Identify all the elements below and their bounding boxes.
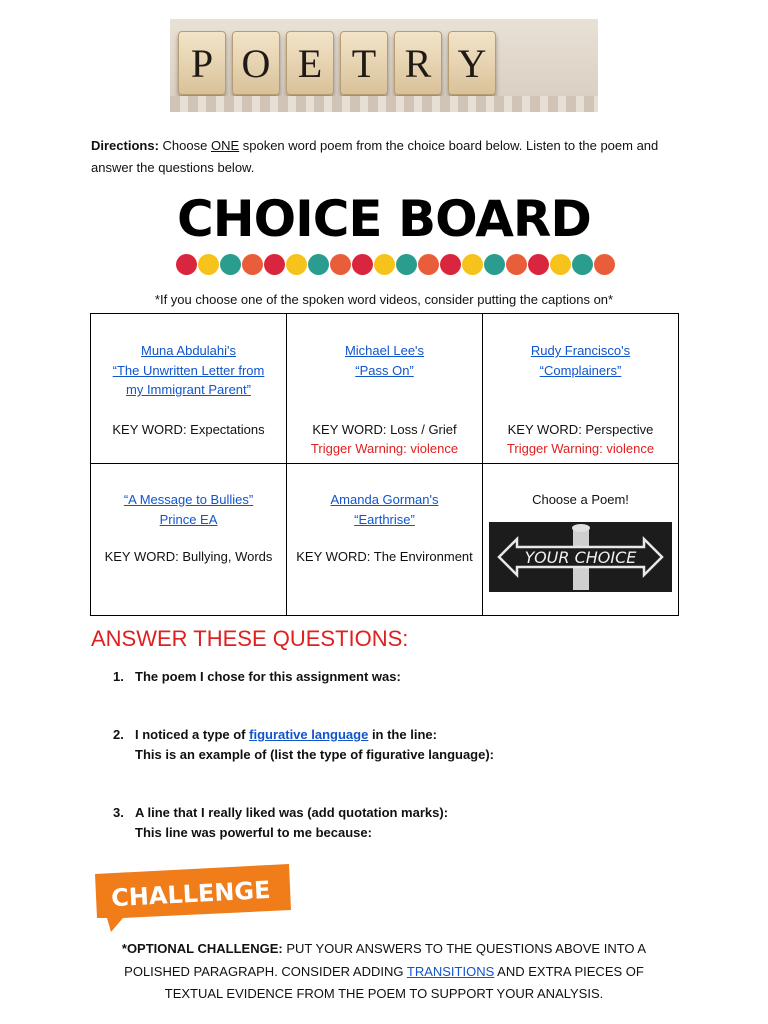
divider-dot [286,254,307,275]
question-text: A line that I really liked was (add quotation marks): [135,805,449,820]
transitions-link[interactable]: TRANSITIONS [406,963,495,979]
board-cell [287,314,483,464]
challenge-badge [93,862,291,932]
question-text: The poem I chose for this assignment was: [135,669,401,684]
question-item [113,725,673,765]
directions-text: spoken word poem from the choice board below. Listen to the poem and answer the questions below. [91,138,659,175]
board-cell [287,464,483,616]
divider-dot [198,254,219,275]
question-number: 3. [113,805,124,820]
question-text: I noticed a type of [135,727,250,742]
directions-label: Directions: [91,138,159,153]
board-cell [91,314,287,464]
keyword-label: KEY WORD: Perspective [507,421,654,437]
divider-dot [594,254,615,275]
board-cell [483,464,679,616]
question-number: 1. [113,669,124,684]
divider-dot [550,254,571,275]
keyword-label: KEY WORD: Loss / Grief [312,421,457,437]
letter-tile: E [286,31,334,95]
poem-link-michael-lee[interactable]: Michael Lee's “Pass On” [344,343,425,378]
choose-poem-label: Choose a Poem! [532,492,629,507]
caption-note: *If you choose one of the spoken word videos, consider putting the captions on* [154,292,614,307]
question-item [113,803,673,843]
dot-divider [176,254,615,275]
divider-dot [308,254,329,275]
choice-board-table [90,313,679,616]
directions-paragraph [91,135,681,179]
divider-dot [242,254,263,275]
your-choice-image [489,522,672,592]
your-choice-text: YOUR CHOICE [524,547,637,567]
divider-dot [440,254,461,275]
letter-tile: T [340,31,388,95]
directions-text: Choose [158,138,211,153]
poem-link-muna-abdulahi[interactable]: Muna Abdulahi's “The Unwritten Letter from my Immigrant Parent” [112,343,265,397]
figurative-language-link[interactable]: figurative language [249,727,369,742]
divider-dot [462,254,483,275]
questions-list [113,667,673,843]
divider-dot [528,254,549,275]
divider-dot [418,254,439,275]
trigger-warning: Trigger Warning: violence [506,441,655,456]
scattered-tiles [170,96,598,112]
divider-dot [506,254,527,275]
poem-link-prince-ea[interactable]: “A Message to Bullies” Prince EA [123,492,254,527]
divider-dot [264,254,285,275]
questions-heading: ANSWER THESE QUESTIONS: [91,626,409,651]
divider-dot [396,254,417,275]
question-item [113,667,673,687]
divider-dot [330,254,351,275]
letter-tile: P [178,31,226,95]
keyword-label: KEY WORD: Bullying, Words [104,549,273,564]
question-text: in the line: [368,727,437,742]
letter-tile: R [394,31,442,95]
divider-dot [352,254,373,275]
trigger-warning: Trigger Warning: violence [310,441,459,456]
question-text: This line was powerful to me because: [135,825,372,840]
poem-link-amanda-gorman[interactable]: Amanda Gorman's “Earthrise” [330,492,439,527]
question-number: 2. [113,727,124,742]
letter-tile: Y [448,31,496,95]
divider-dot [176,254,197,275]
keyword-label: KEY WORD: Expectations [112,421,265,437]
divider-dot [484,254,505,275]
divider-dot [572,254,593,275]
divider-dot [374,254,395,275]
choice-board-title: CHOICE BOARD [177,190,591,248]
keyword-label: KEY WORD: The Environment [296,549,473,564]
directions-one: ONE [210,138,240,153]
divider-dot [220,254,241,275]
challenge-badge-text: CHALLENGE [110,875,272,913]
poetry-banner-image [170,19,598,112]
optional-challenge-label: *OPTIONAL CHALLENGE: [121,941,283,956]
poem-link-rudy-francisco[interactable]: Rudy Francisco's “Complainers” [530,343,631,378]
board-cell [91,464,287,616]
board-cell [483,314,679,464]
question-text: This is an example of (list the type of figurative language): [135,747,495,762]
letter-tile: O [232,31,280,95]
optional-challenge-text: *OPTIONAL CHALLENGE: PUT YOUR ANSWERS TO THE QUESTIONS ABOVE INTO A POLISHED PARAGRAPH. CONSIDER ADDING TRANSITIONS AND EXTRA PIECES OF TEXTUAL EVIDENCE FROM THE POEM TO SUPPORT YOUR ANALYSIS. [121,941,647,1001]
